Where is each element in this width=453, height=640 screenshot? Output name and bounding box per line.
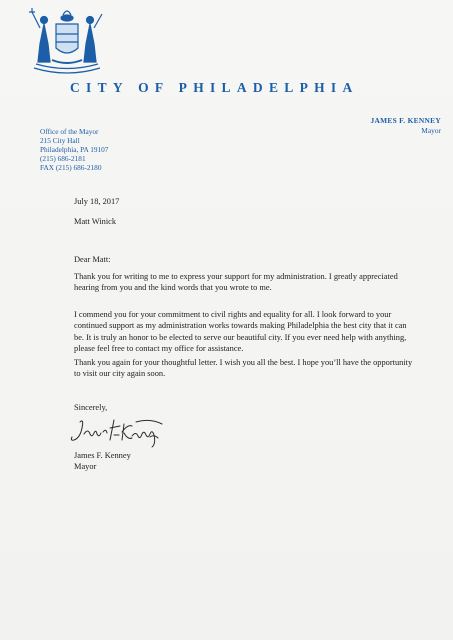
city-seal-icon (26, 4, 108, 76)
office-line: Office of the Mayor (40, 127, 99, 136)
handwritten-signature (66, 414, 166, 450)
salutation: Dear Matt: (74, 255, 111, 264)
body-paragraph: Thank you again for your thoughtful letter. I wish you all the best. I hope you’ll have the opportunity to visit our city again soon. (74, 358, 413, 379)
closing: Sincerely, (74, 403, 108, 412)
body-paragraph: Thank you for writing to me to express your support for my administration. I greatly appreciated hearing from you and the kind words that you wrote to me. (74, 272, 398, 293)
office-line: 215 City Hall (40, 135, 80, 145)
mayor-block (370, 116, 441, 136)
mayor-name: JAMES F. KENNEY (370, 116, 441, 125)
signer-name: James F. Kenney (74, 451, 131, 460)
city-title: CITY OF PHILADELPHIA (70, 80, 359, 95)
office-line: (215) 686-2181 (40, 153, 86, 163)
office-address (40, 128, 108, 173)
signer-title: Mayor (74, 462, 97, 471)
signer-block (74, 450, 414, 472)
recipient-name: Matt Winick (74, 217, 117, 226)
letter-date: July 18, 2017 (74, 197, 120, 206)
office-line: FAX (215) 686-2180 (40, 162, 102, 172)
office-line: Philadelphia, PA 19107 (40, 144, 109, 154)
body-paragraph: I commend you for your commitment to civil rights and equality for all. I look forward to your continued support as my administration works towards making Philadelphia the best city that it can be. It is truly an honor to be elected to serve our beautiful city. If you ever need help with anything, please feel free to contact my office for assistance. (74, 310, 407, 353)
mayor-title: Mayor (421, 126, 441, 135)
